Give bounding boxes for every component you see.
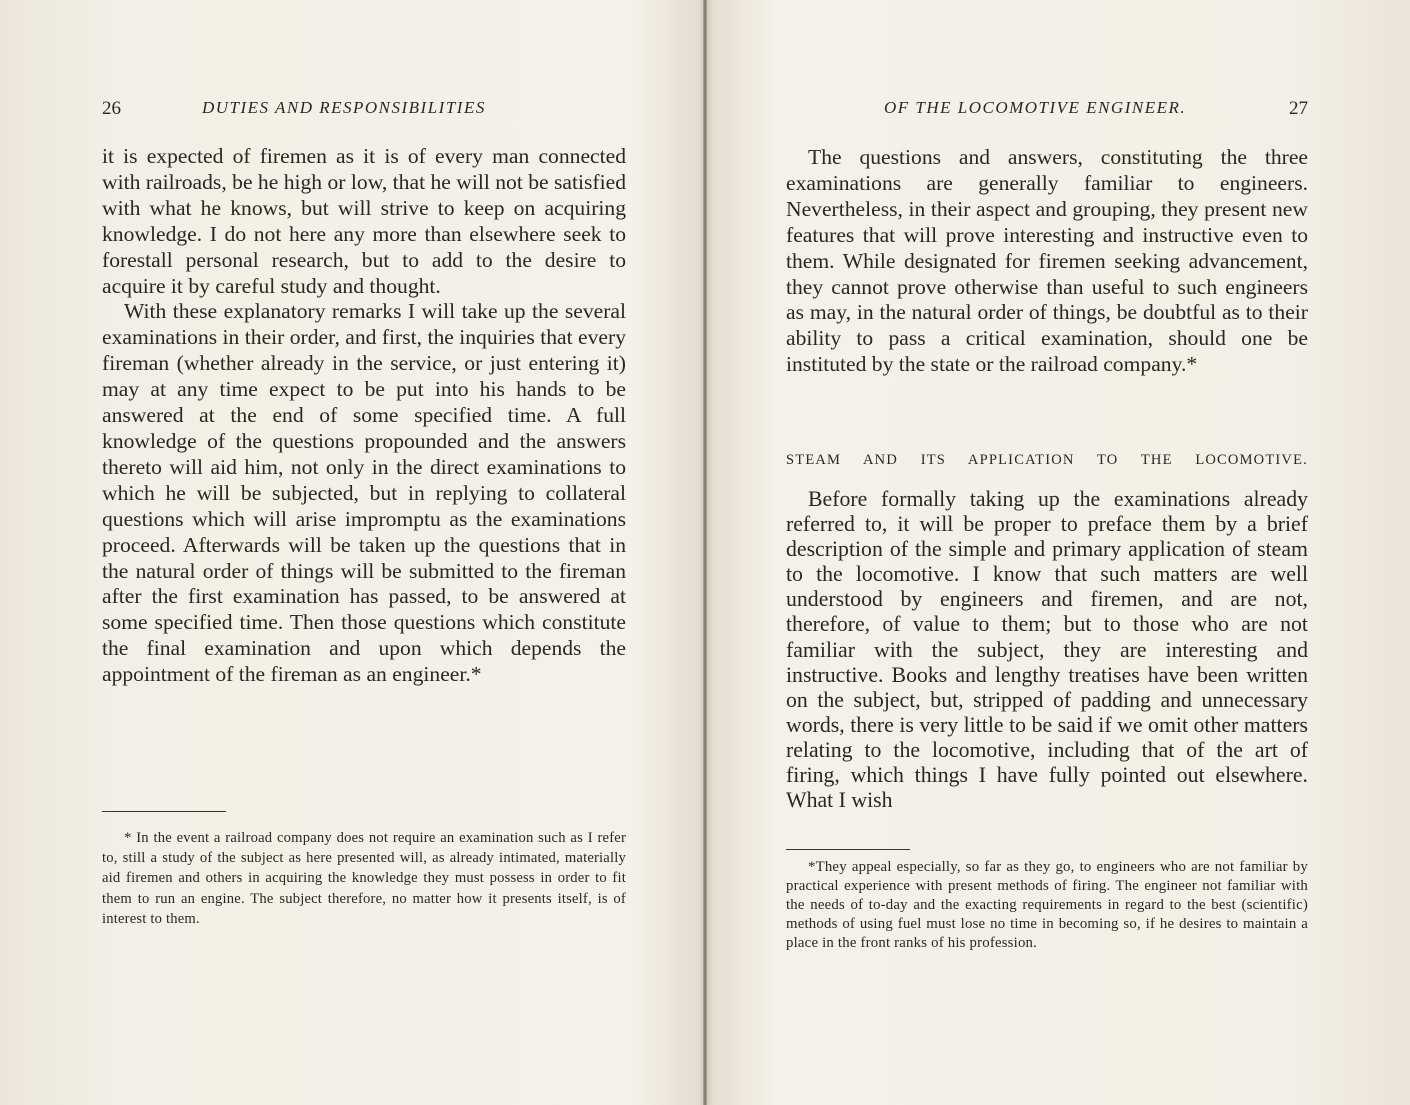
right-page-body-top: [786, 145, 1308, 378]
running-head: DUTIES AND RESPONSIBILITIES: [202, 98, 486, 117]
page-number: 27: [1289, 98, 1308, 119]
left-footnote: [102, 828, 626, 929]
footnote-text: *They appeal especially, so far as they go, to engineers who are not familiar by practical experience with present methods of firing. The engineer not familiar with the needs of to-day and the exacting requirements in regard to the best (scientific) methods of using fuel must lose no time in becoming so, if he desires to maintain a place in the front ranks of his profession.: [786, 859, 1308, 951]
left-page: [102, 0, 626, 1105]
section-title: STEAM AND ITS APPLICATION TO THE LOCOMOTIVE.: [786, 452, 1308, 468]
left-page-body: [102, 144, 626, 688]
right-page: [786, 0, 1308, 1105]
footnote-rule: [102, 811, 226, 812]
right-footnote: [786, 858, 1308, 953]
left-page-header: [102, 98, 626, 122]
footnote-text: * In the event a railroad company does not require an examination such as I refer to, still a study of the subject as here presented will, as already intimated, materially aid firemen and others in acquiring the knowledge they must possess in order to fit them to run an engine. The subject therefore, no matter how it presents itself, is of interest to them.: [102, 830, 626, 927]
running-head: OF THE LOCOMOTIVE ENGINEER.: [884, 98, 1187, 117]
right-page-header: [786, 98, 1308, 122]
paragraph: The questions and answers, constituting the three examinations are generally familiar to engineers. Nevertheless, in their aspect and grouping, they present new features that will prove interesting and instructive even to them. While designated for firemen seeking advancement, they cannot prove otherwise than useful to such engineers as may, in the natural order of things, be doubtful as to their ability to pass a critical examination, should one be instituted by the state or the railroad company.*: [786, 145, 1308, 377]
paragraph: it is expected of firemen as it is of every man connected with railroads, be he high or low, that he will not be satisfied with what he knows, but will strive to keep on acquiring knowledge. I do not here any more than elsewhere seek to forestall personal research, but to add to the desire to acquire it by careful study and thought.: [102, 144, 626, 298]
right-page-body-bottom: [786, 487, 1308, 813]
book-gutter: [703, 0, 707, 1105]
paragraph: Before formally taking up the examinations already referred to, it will be proper to preface them by a brief description of the simple and primary application of steam to the locomotive. I know that such matters are well understood by engineers and firemen, and are not, therefore, of value to them; but to those who are not familiar with the subject, they are interesting and instructive. Books and lengthy treatises have been written on the subject, but, stripped of padding and unnecessary words, there is very little to be said if we omit other matters relating to the locomotive, including that of the art of firing, which things I have fully pointed out elsewhere. What I wish: [786, 487, 1308, 813]
paragraph: With these explanatory remarks I will take up the several examinations in their order, and first, the inquiries that every fireman (whether already in the service, or just entering it) may at any time expect to be put into his hands to be answered at the end of some specified time. A full knowledge of the questions propounded and the answers thereto will aid him, not only in the direct examinations to which he will be subjected, but in replying to collateral questions which will arise impromptu as the examinations proceed. Afterwards will be taken up the questions that in the natural order of things will be submitted to the fireman after the first examination has passed, to be answered at some specified time. Then those questions which constitute the final examination and upon which depends the appointment of the fireman as an engineer.*: [102, 299, 626, 687]
page-number: 26: [102, 98, 121, 119]
footnote-rule: [786, 849, 910, 850]
